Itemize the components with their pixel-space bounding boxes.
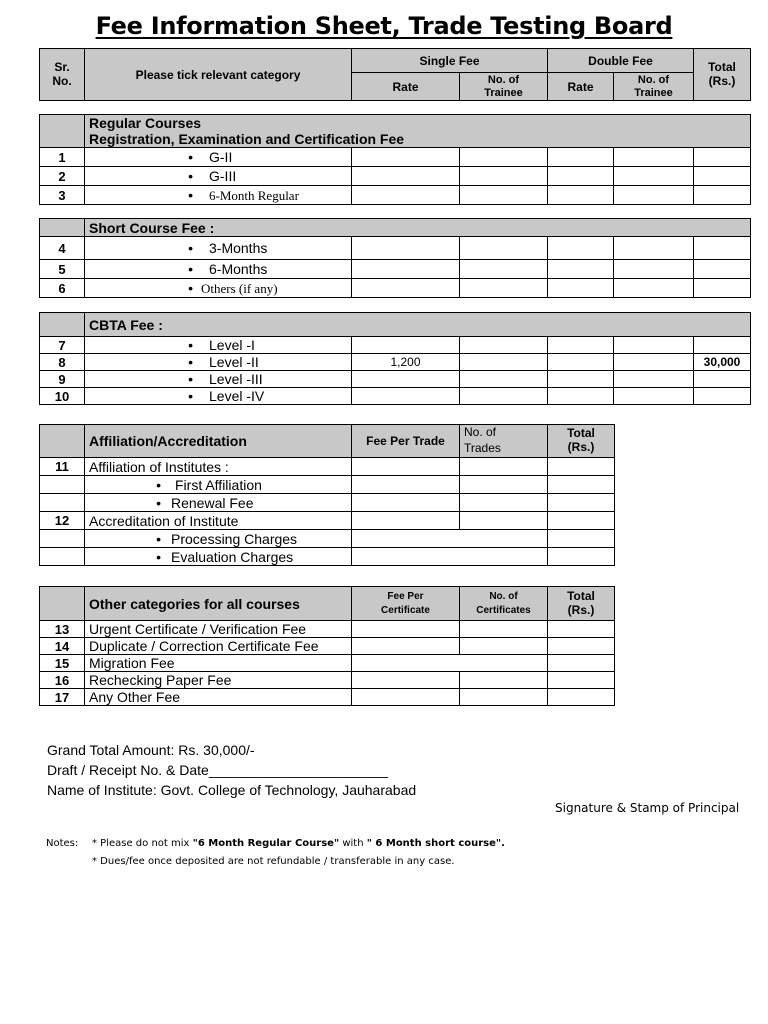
input-cell[interactable] [352,186,460,205]
single-fee-header: Single Fee [352,49,548,73]
input-cell[interactable] [548,237,614,260]
input-cell[interactable] [460,354,548,371]
category-3-months[interactable]: • 3-Months [85,237,352,260]
input-cell[interactable] [614,337,694,354]
sr-no-header: Sr. No. [40,49,85,101]
migration-fee[interactable]: Migration Fee [85,655,352,672]
affiliation-total-header: Total (Rs.) [548,425,615,458]
input-cell[interactable] [352,655,548,672]
input-cell[interactable] [352,548,548,566]
renewal-fee[interactable]: • Renewal Fee [85,494,352,512]
input-cell[interactable] [614,260,694,279]
input-cell[interactable] [460,337,548,354]
draft-receipt-field[interactable]: Draft / Receipt No. & Date_______________________ [47,762,388,778]
input-cell[interactable] [352,476,460,494]
affiliation-heading: Affiliation/Accreditation [85,425,352,458]
input-cell[interactable] [460,167,548,186]
input-cell[interactable] [352,494,460,512]
input-cell[interactable] [460,388,548,405]
input-cell[interactable] [548,388,614,405]
input-cell[interactable] [460,512,548,530]
table-row: 5 • 6-Months [40,260,751,279]
input-cell[interactable] [694,237,751,260]
input-cell[interactable] [460,621,548,638]
rate-cell[interactable] [352,371,460,388]
table-row: 1 • G-II [40,148,751,167]
input-cell[interactable] [460,260,548,279]
table-row: 10 • Level -IV [40,388,751,405]
input-cell[interactable] [460,672,548,689]
table-row: 13 Urgent Certificate / Verification Fee [40,621,615,638]
table-row: 17 Any Other Fee [40,689,615,706]
regular-courses-heading: Regular Courses Registration, Examination and Certification Fee [85,115,751,148]
input-cell[interactable] [548,148,614,167]
urgent-certificate-fee[interactable]: Urgent Certificate / Verification Fee [85,621,352,638]
category-level-iii[interactable]: • Level -III [85,371,352,388]
category-g-iii[interactable]: • G-III [85,167,352,186]
input-cell[interactable] [548,458,615,476]
page-title: Fee Information Sheet, Trade Testing Board [95,12,673,40]
input-cell[interactable] [548,354,614,371]
input-cell[interactable] [614,237,694,260]
category-6-month-regular[interactable]: • 6-Month Regular [85,186,352,205]
rechecking-paper-fee[interactable]: Rechecking Paper Fee [85,672,352,689]
total-header: Total (Rs.) [694,49,751,101]
input-cell[interactable] [694,167,751,186]
table-row: 16 Rechecking Paper Fee [40,672,615,689]
category-header: Please tick relevant category [85,49,352,101]
total-cell[interactable] [694,388,751,405]
input-cell[interactable] [614,371,694,388]
evaluation-charges[interactable]: • Evaluation Charges [85,548,352,566]
input-cell[interactable] [352,672,460,689]
input-cell[interactable] [460,186,548,205]
single-trainee-header: No. of Trainee [460,73,548,101]
short-course-table [39,218,751,298]
rate-cell[interactable] [352,388,460,405]
other-categories-table [39,586,615,706]
category-6-months[interactable]: • 6-Months [85,260,352,279]
input-cell[interactable] [614,354,694,371]
table-row [40,476,615,494]
table-row: 14 Duplicate / Correction Certificate Fee [40,638,615,655]
input-cell[interactable] [548,279,614,298]
category-level-i[interactable]: • Level -I [85,337,352,354]
double-rate-header: Rate [548,73,614,101]
input-cell[interactable] [460,689,548,706]
input-cell[interactable] [614,167,694,186]
category-level-iv[interactable]: • Level -IV [85,388,352,405]
input-cell[interactable] [694,186,751,205]
input-cell[interactable] [352,638,460,655]
table-row [40,530,615,548]
table-row [40,548,615,566]
total-cell[interactable] [694,371,751,388]
total-cell[interactable]: 30,000 [694,354,751,371]
input-cell[interactable] [460,638,548,655]
rate-cell[interactable]: 1,200 [352,354,460,371]
input-cell[interactable] [694,260,751,279]
table-row: 3 • 6-Month Regular [40,186,751,205]
input-cell[interactable] [460,279,548,298]
table-row: 2 • G-III [40,167,751,186]
note-2: * Dues/fee once deposited are not refundable / transferable in any case. [92,856,455,867]
table-row: 15 Migration Fee [40,655,615,672]
notes-label: Notes: [46,838,79,849]
double-fee-header: Double Fee [548,49,694,73]
other-total-header: Total (Rs.) [548,587,615,621]
input-cell[interactable] [352,260,460,279]
table-row: 12 Accreditation of Institute [40,512,615,530]
input-cell[interactable] [460,371,548,388]
input-cell[interactable] [548,621,615,638]
table-row: 11 Affiliation of Institutes : [40,458,615,476]
input-cell[interactable] [548,548,615,566]
fee-header-table [39,48,751,101]
input-cell[interactable] [352,530,548,548]
input-cell[interactable] [460,494,548,512]
input-cell[interactable] [352,458,460,476]
table-row: 4 • 3-Months [40,237,751,260]
institute-name: Name of Institute: Govt. College of Technology, Jauharabad [47,782,417,798]
input-cell[interactable] [548,638,615,655]
input-cell[interactable] [694,148,751,167]
input-cell[interactable] [352,279,460,298]
input-cell[interactable] [352,237,460,260]
input-cell[interactable] [352,689,460,706]
input-cell[interactable] [460,476,548,494]
no-of-certificates-header: No. of Certificates [460,587,548,621]
input-cell[interactable] [460,237,548,260]
input-cell[interactable] [352,512,460,530]
grand-total: Grand Total Amount: Rs. 30,000/- [47,742,255,758]
table-row: 9 • Level -III [40,371,751,388]
input-cell[interactable] [548,672,615,689]
category-g-ii[interactable]: • G-II [85,148,352,167]
input-cell[interactable] [548,655,615,672]
table-row: 7 • Level -I [40,337,751,354]
rate-cell[interactable] [352,337,460,354]
duplicate-certificate-fee[interactable]: Duplicate / Correction Certificate Fee [85,638,352,655]
input-cell[interactable] [548,337,614,354]
input-cell[interactable] [548,689,615,706]
input-cell[interactable] [460,458,548,476]
no-of-trades-header: No. of Trades [460,425,548,458]
category-level-ii[interactable]: • Level -II [85,354,352,371]
input-cell[interactable] [614,186,694,205]
regular-courses-table [39,114,751,205]
category-others[interactable]: • Others (if any) [85,279,352,298]
input-cell[interactable] [548,512,615,530]
cbta-heading: CBTA Fee : [85,313,751,337]
input-cell[interactable] [548,530,615,548]
fee-per-certificate-header: Fee Per Certificate [352,587,460,621]
signature-stamp-label: Signature & Stamp of Principal [555,801,740,815]
input-cell[interactable] [614,148,694,167]
double-trainee-header: No. of Trainee [614,73,694,101]
input-cell[interactable] [548,494,615,512]
input-cell[interactable] [352,621,460,638]
single-rate-header: Rate [352,73,460,101]
table-row: 8 • Level -II 1,200 30,000 [40,354,751,371]
fee-per-trade-header: Fee Per Trade [352,425,460,458]
total-cell[interactable] [694,337,751,354]
affiliation-table [39,424,615,566]
table-row [40,494,615,512]
input-cell[interactable] [352,148,460,167]
input-cell[interactable] [460,148,548,167]
input-cell[interactable] [548,371,614,388]
short-course-heading: Short Course Fee : [85,219,751,237]
note-1: * Please do not mix "6 Month Regular Course" with " 6 Month short course". [92,838,505,849]
input-cell[interactable] [548,476,615,494]
input-cell[interactable] [548,186,614,205]
table-row: 6 • Others (if any) [40,279,751,298]
input-cell[interactable] [352,167,460,186]
input-cell[interactable] [548,167,614,186]
cbta-fee-table [39,312,751,405]
other-categories-heading: Other categories for all courses [85,587,352,621]
input-cell[interactable] [548,260,614,279]
first-affiliation[interactable]: • First Affiliation [85,476,352,494]
input-cell[interactable] [614,388,694,405]
input-cell[interactable] [694,279,751,298]
input-cell[interactable] [614,279,694,298]
any-other-fee[interactable]: Any Other Fee [85,689,352,706]
processing-charges[interactable]: • Processing Charges [85,530,352,548]
